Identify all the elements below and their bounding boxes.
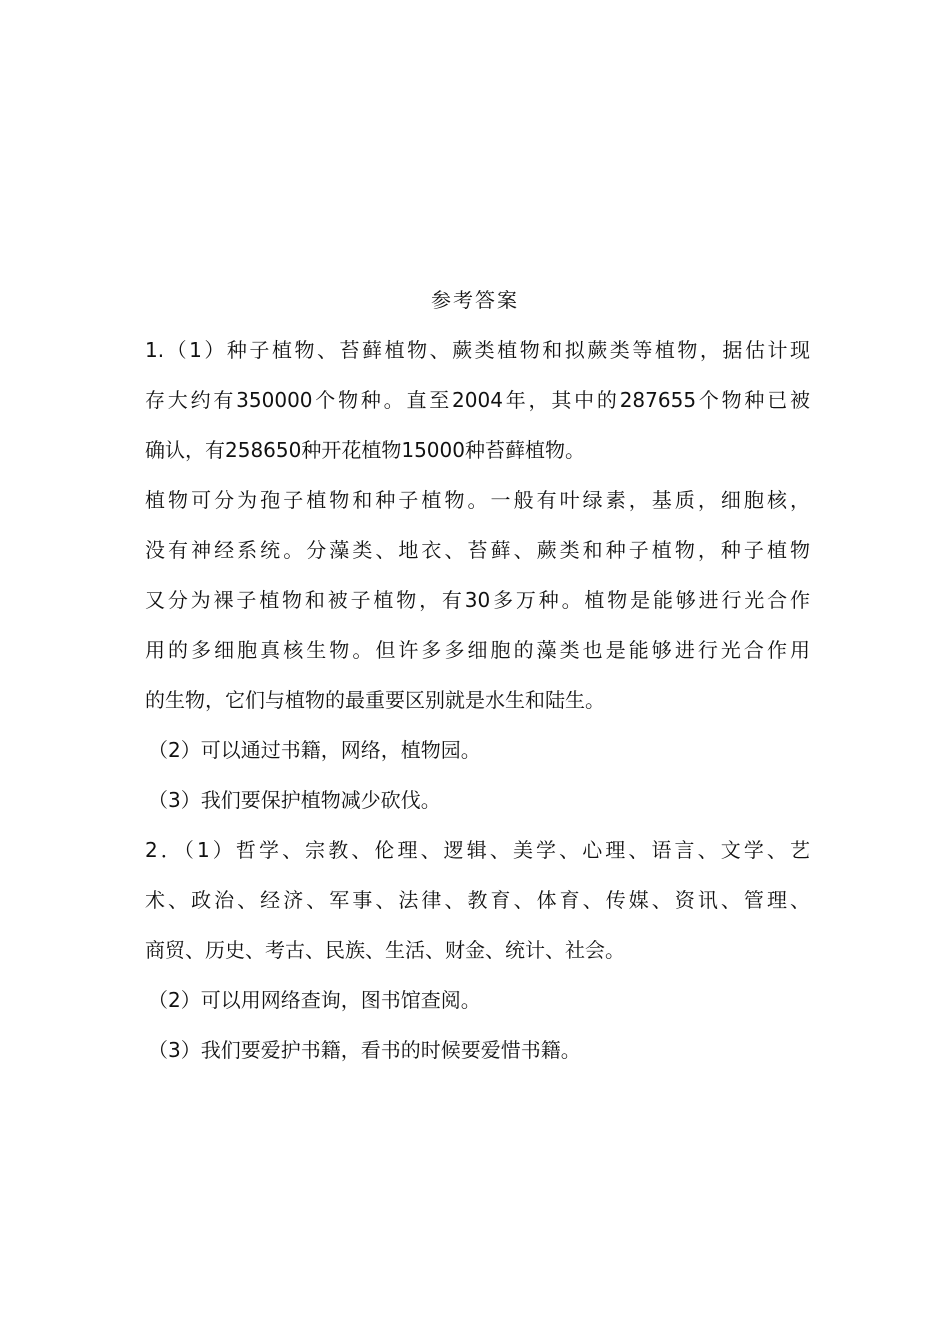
- text-line-2: 存大约有350000个物种。直至2004年，其中的287655个物种已被: [145, 388, 810, 412]
- text-line-1: 1.（1）种子植物、苔藓植物、蕨类植物和拟蕨类等植物，据估计现: [145, 338, 810, 362]
- text-line-5: 没有神经系统。分藻类、地衣、苔藓、蕨类和种子植物，种子植物: [145, 538, 810, 562]
- text-line-8: 的生物，它们与植物的最重要区别就是水生和陆生。: [145, 688, 605, 712]
- text-line-6: 又分为裸子植物和被子植物，有30多万种。植物是能够进行光合作: [145, 588, 810, 612]
- page-title: 参考答案: [431, 288, 519, 312]
- text-line-4: 植物可分为孢子植物和种子植物。一般有叶绿素，基质，细胞核，: [145, 488, 810, 512]
- text-line-14: （2）可以用网络查询，图书馆查阅。: [148, 988, 481, 1012]
- text-line-13: 商贸、历史、考古、民族、生活、财金、统计、社会。: [145, 938, 625, 962]
- text-line-11: 2．（1）哲学、宗教、伦理、逻辑、美学、心理、语言、文学、艺: [145, 838, 810, 862]
- text-line-10: （3）我们要保护植物减少砍伐。: [148, 788, 441, 812]
- text-line-12: 术、政治、经济、军事、法律、教育、体育、传媒、资讯、管理、: [145, 888, 810, 912]
- text-line-3: 确认，有258650种开花植物15000种苔藓植物。: [145, 438, 585, 462]
- text-line-9: （2）可以通过书籍，网络，植物园。: [148, 738, 481, 762]
- text-line-15: （3）我们要爱护书籍，看书的时候要爱惜书籍。: [148, 1038, 581, 1062]
- text-line-7: 用的多细胞真核生物。但许多多细胞的藻类也是能够进行光合作用: [145, 638, 810, 662]
